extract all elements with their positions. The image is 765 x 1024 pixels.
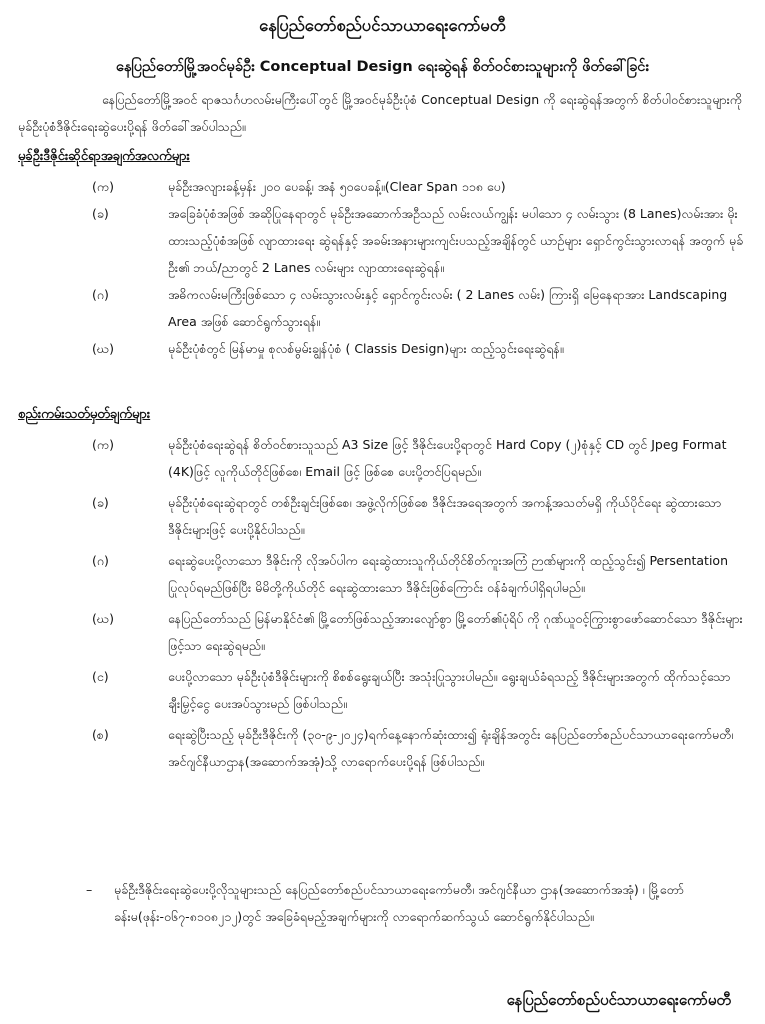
list-item-text: ပေးပို့လာသော မုခ်ဦးပုံစံဒီဇိုင်းများကို စိစစ်ရွေးချယ်ပြီး အသုံးပြုသွားပါမည်။ ရွေးချယ်ခံရသည့် ဒီဇိုင်းများအတွက် ထိုက်သင့်သောချီးမြှင့်ငွေ ပေးအပ်သွားမည် ဖြစ်ပါသည်။	[168, 669, 731, 711]
note-dash: –	[86, 882, 93, 897]
list-item	[92, 431, 744, 485]
list-marker: (ဃ)	[92, 611, 114, 626]
list-item-text: မုခ်ဦးပုံစံရေးဆွဲရာတွင် တစ်ဦးချင်းဖြစ်စေ၊ အဖွဲ့လိုက်ဖြစ်စေ ဒီဇိုင်းအရေအတွက် အကန့်အသတ်မရှိ ကိုယ်ပိုင်ရေး ဆွဲထားသော ဒီဇိုင်းများဖြင့် ပေးပို့နိုင်ပါသည်။	[168, 495, 722, 537]
list-item-text: နေပြည်တော်သည် မြန်မာနိုင်ငံ၏ မြို့တော်ဖြစ်သည့်အားလျော်စွာ မြို့တော်၏ပုံရိပ် ကို ဂုဏ်ယူဝင့်ကြွားစွာဖော်ဆောင်သော ဒီဇိုင်းများဖြင့်သာ ရေးဆွဲရမည်။	[168, 611, 743, 653]
list-marker: (စ)	[92, 727, 109, 742]
list-marker: (က)	[92, 437, 114, 452]
announcement-title: နေပြည်တော်မြို့အဝင်မုခ်ဦး Conceptual Design ရေးဆွဲရန် စိတ်ဝင်စားသူများကို ဖိတ်ခေါ်ခြင်း	[116, 59, 649, 75]
list-item-text: မုခ်ဦးပုံစံတွင် မြန်မာမှု စုလစ်မွမ်းချွန်ပုံစံ ( Classis Design)များ ထည့်သွင်းရေးဆွဲရန်။	[168, 341, 564, 356]
list-marker: (ခ)	[92, 206, 109, 221]
rules-heading: စည်းကမ်းသတ်မှတ်ချက်များ	[18, 407, 151, 422]
design-details-heading: မုခ်ဦးဒီဇိုင်းဆိုင်ရာအချက်အလက်များ	[18, 149, 190, 164]
list-item-text: မုခ်ဦးပုံစံရေးဆွဲရန် စိတ်ဝင်စားသူသည် A3 Size ဖြင့် ဒီဇိုင်းပေးပို့ရာတွင် Hard Copy (၂)စုံနှင့် CD တွင် Jpeg Format (4K)ဖြင့် လူကိုယ်တိုင်ဖြစ်စေ၊ Email ဖြင့် ဖြစ်စေ ပေးပို့တင်ပြရမည်။	[168, 437, 727, 479]
list-marker: (ဃ)	[92, 341, 114, 356]
contact-note	[86, 876, 746, 930]
list-item	[92, 489, 744, 543]
design-details-list	[92, 173, 744, 362]
intro-paragraph: နေပြည်တော်မြို့အဝင် ရာဇသင်္ဂဟလမ်းမကြီးပေါ်တွင် မြို့အဝင်မုခ်ဦးပုံစံ Conceptual Design ကို ရေးဆွဲရန်အတွက် စိတ်ပါဝင်စားသူများကို မုခ်ဦးပုံစံဒီဇိုင်းရေးဆွဲပေးပို့ရန် ဖိတ်ခေါ်အပ်ပါသည်။	[18, 92, 742, 134]
list-item	[92, 173, 744, 200]
list-marker: (ခ)	[92, 495, 109, 510]
list-item-text: မုခ်ဦးအလျားခန့်မှန်း ၂၀၀ ပေခန့်၊ အနံ ၅၀ပေခန့်။(Clear Span ၁၁၈ ပေ)	[168, 179, 506, 194]
list-item-text: အဓိကလမ်းမကြီးဖြစ်သော ၄ လမ်းသွားလမ်းနှင့် ရှောင်ကွင်းလမ်း ( 2 Lanes လမ်း) ကြားရှိ မြေနေရာအား Landscaping Area အဖြစ် ဆောင်ရွက်သွားရန်။	[168, 287, 728, 329]
list-marker: (င)	[92, 669, 109, 684]
list-marker: (ဂ)	[92, 287, 109, 302]
rules-list	[92, 431, 744, 779]
list-item	[92, 547, 744, 601]
list-item-text: ရေးဆွဲပြီးသည့် မုခ်ဦးဒီဇိုင်းကို (၃၀-၉-၂၀၂၄)ရက်နေ့နောက်ဆုံးထား၍ ရုံးချိန်အတွင်း နေပြည်တော်စည်ပင်သာယာရေးကော်မတီ၊ အင်ဂျင်နီယာဌာန(အဆောက်အအုံ)သို့ လာရောက်ပေးပို့ရန် ဖြစ်ပါသည်။	[168, 727, 734, 769]
list-item-text: ရေးဆွဲပေးပို့လာသော ဒီဇိုင်းကို လိုအပ်ပါက ရေးဆွဲထားသူကိုယ်တိုင်စိတ်ကူးအကြံ ဉာဏ်များကို ထည့်သွင်း၍ Persentation ပြုလုပ်ရမည်ဖြစ်ပြီး မိမိတို့ကိုယ်တိုင် ရေးဆွဲထားသော ဒီဇိုင်းဖြစ်ကြောင်း ဝန်ခံချက်ပါရှိရပါမည်။	[168, 553, 728, 595]
contact-note-text: မုခ်ဦးဒီဇိုင်းရေးဆွဲပေးပို့လိုသူများသည် နေပြည်တော်စည်ပင်သာယာရေးကော်မတီ၊ အင်ဂျင်နီယာ ဌာန(အဆောက်အအုံ) ၊ မြို့တော်ခန်းမ(ဖုန်း-၀၆၇-၈၁၀၈၂၁၂)တွင် အခြေခံရမည့်အချက်များကို လာရောက်ဆက်သွယ် ဆောင်ရွက်နိုင်ပါသည်။	[114, 882, 684, 924]
list-item	[92, 721, 744, 775]
issuer-signature: နေပြည်တော်စည်ပင်သာယာရေးကော်မတီ	[506, 991, 731, 1009]
list-item	[92, 200, 744, 281]
list-marker: (က)	[92, 179, 114, 194]
list-item	[92, 335, 744, 362]
issuer-title: နေပြည်တော်စည်ပင်သာယာရေးကော်မတီ	[259, 16, 506, 35]
list-item	[92, 663, 744, 717]
list-marker: (ဂ)	[92, 553, 109, 568]
list-item	[92, 605, 744, 659]
list-item-text: အခြေခံပုံစံအဖြစ် အဆိုပြုနေရာတွင် မုခ်ဦးအဆောက်အဦသည် လမ်းလယ်ကျွန်း မပါသော ၄ လမ်းသွား (8 Lanes)လမ်းအား မိုးထားသည့်ပုံစံအဖြစ် လျာထားရေး ဆွဲရန်နှင့် အခမ်းအနားများကျင်းပသည့်အချိန်တွင် ယာဉ်များ ရှောင်ကွင်းသွားလာရန် အတွက် မုခ်ဦး၏ ဘယ်/ညာတွင် 2 Lanes လမ်းများ လျာထားရေးဆွဲရန်။	[168, 206, 744, 275]
list-item	[92, 281, 744, 335]
